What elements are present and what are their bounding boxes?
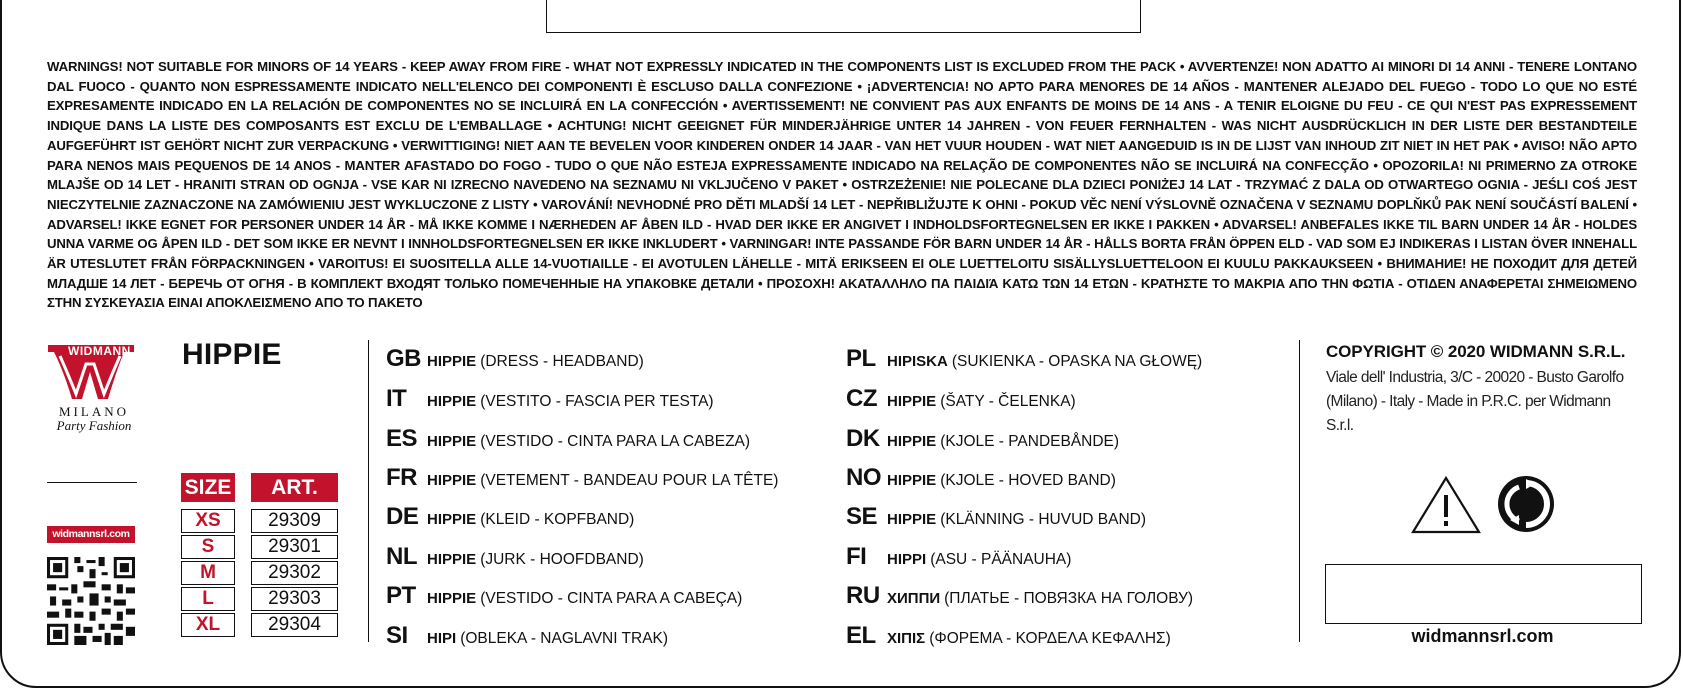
- product-name: HIPPIE: [887, 472, 937, 489]
- language-code: FR: [386, 464, 417, 491]
- product-name: HIPPIE: [887, 511, 937, 528]
- symbols-group: [1410, 475, 1580, 535]
- language-code: SI: [386, 622, 408, 649]
- product-desc: (VESTIDO - CINTA PARA A CABEÇA): [480, 590, 743, 607]
- product-name: HIPPIE: [887, 393, 937, 410]
- product-desc: (KLÄNNING - HUVUD BAND): [940, 511, 1147, 528]
- product-name: HIPPI: [887, 551, 927, 568]
- copyright-block: [1326, 342, 1641, 438]
- product-name: HIPPIE: [427, 353, 477, 370]
- product-name: HIPPIE: [427, 551, 477, 568]
- size-cell: S: [181, 535, 235, 559]
- language-row: [386, 345, 644, 373]
- language-code: DE: [386, 503, 419, 530]
- footer-url: widmannsrl.com: [1411, 626, 1554, 646]
- size-cell: M: [181, 561, 235, 585]
- top-window-box: [546, 0, 1141, 33]
- language-row: [386, 582, 742, 610]
- language-code: GB: [386, 345, 421, 372]
- product-desc: (ΦΟΡΕΜΑ - ΚΟΡΔΕΛΑ ΚΕΦΑΛΗΣ): [929, 630, 1171, 647]
- language-code: SE: [846, 503, 878, 530]
- product-desc: (VESTIDO - CINTA PARA LA CABEZA): [480, 433, 751, 450]
- language-code: PL: [846, 345, 876, 372]
- blank-label-box: [1325, 564, 1642, 624]
- qr-code-icon: [47, 557, 135, 645]
- product-name: HIPPIE: [427, 590, 477, 607]
- size-cell: XL: [181, 613, 235, 637]
- language-code: ES: [386, 425, 418, 452]
- language-row: [846, 582, 1193, 610]
- product-desc: (DRESS - HEADBAND): [480, 353, 644, 370]
- language-code: FI: [846, 543, 867, 570]
- language-code: IT: [386, 385, 407, 412]
- address-line: (Milano) - Italy - Made in P.R.C. per Widmann S.r.l.: [1326, 393, 1611, 434]
- language-code: PT: [386, 582, 416, 609]
- product-desc: (JURK - HOOFDBAND): [480, 551, 644, 568]
- language-code: EL: [846, 622, 876, 649]
- language-row: [386, 543, 644, 571]
- art-header: ART.: [251, 473, 338, 502]
- art-cell: 29304: [251, 613, 338, 637]
- language-code: CZ: [846, 385, 877, 412]
- address-line: Viale dell' Industria, 3/C - 20020 - Busto Garolfo: [1326, 369, 1624, 386]
- logo-tagline: Party Fashion: [56, 418, 132, 433]
- language-row: [846, 464, 1116, 492]
- widmann-logo-mark: [46, 342, 138, 402]
- product-desc: (ПЛАТЬЕ - ПОВЯЗКА НА ГОЛОВУ): [944, 590, 1194, 607]
- product-name: HIPPIE: [427, 433, 477, 450]
- product-desc: (ŠATY - ČELENKA): [940, 393, 1076, 410]
- product-name: HIPPIE: [427, 472, 477, 489]
- copyright-title: COPYRIGHT © 2020 WIDMANN S.R.L.: [1326, 342, 1626, 361]
- warning-triangle-icon: [1413, 478, 1479, 532]
- product-name: HIPI: [427, 630, 457, 647]
- language-code: RU: [846, 582, 880, 609]
- product-desc: (ASU - PÄÄNAUHA): [930, 551, 1072, 568]
- widmann-logo: [46, 342, 142, 434]
- green-dot-recycle-icon: [1498, 476, 1554, 532]
- product-desc: (KJOLE - PANDEBÅNDE): [940, 433, 1120, 450]
- art-cell: 29302: [251, 561, 338, 585]
- language-row: [846, 345, 1202, 373]
- column-divider: [1299, 340, 1300, 642]
- logo-city: MILANO: [59, 404, 129, 419]
- warnings-paragraph: WARNINGS! NOT SUITABLE FOR MINORS OF 14 YEARS - KEEP AWAY FROM FIRE - WHAT NOT EXPRESSLY INDICATED IN THE COMPONENTS LIST IS EXCLUDED FROM THE PACK • AVVERTENZE! NON ADATTO AI MINORI DI 14 ANNI - TENERE LONTANO DAL FUOCO - QUANTO NON ESPRESSAMENTE INDICATO NELL'ELENCO DEI COMPONENTI È ESCLUSO DALLA CONFEZIONE • ¡ADVERTENCIA! NO APTO PARA MENORES DE 14 AÑOS - MANTENER ALEJADO DEL FUEGO - TODO LO QUE NO ESTÉ EXPRESAMENTE INDICADO EN LA RELACIÓN DE COMPONENTES NO SE INCLUIRÁ EN LA CONFECCIÓN • AVERTISSEMENT! NE CONVIENT PAS AUX ENFANTS DE MOINS DE 14 ANS - A TENIR ELOIGNE DU FEU - CE QUI N'EST PAS EXPRESSEMENT INDIQUE DANS LA LISTE DES COMPOSANTS EST EXCLU DE L'EMBALLAGE • ACHTUNG! NICHT GEEIGNET FÜR MINDERJÄHRIGE UNTER 14 JAHREN - VON FEUER FERNHALTEN - WAS NICHT AUSDRÜCKLICH IN DER LISTE DER BESTANDTEILE AUFGEFÜHRT IST GEHÖRT NICHT ZUR VERPACKUNG • VERWITTIGING! NIET AAN TE BEVELEN VOOR KINDEREN ONDER 14 JAAR - VAN HET VUUR HOUDEN - WAT NIET AANGEDUID IS IN DE LIJST VAN INHOUD ZIT NIET IN HET PAK • AVISO! NÃO APTO PARA NENOS MAIS PEQUENOS DE 14 ANOS - MANTER AFASTADO DO FOGO - TUDO O QUE NÃO ESTEJA EXPRESSAMENTE INDICADO NA RELAÇÃO DE COMPONENTES NÃO SE INCLUIRÁ NA CONFECÇÃO • OPOZORILA! NI PRIMERNO ZA OTROKE MLAJŠE OD 14 LET - HRANITI STRAN OD OGNJA - VSE KAR NI IZRECNO NAVEDENO NA SEZNAMU NI VKLJUČENO V PAKET • OSTRZEŻENIE! NIE POLECANE DLA DZIECI PONIŻEJ 14 LAT - TRZYMAĆ Z DALA OD OTWARTEGO OGNIA - JEŚLI COŚ JEST NIECZYTELNIE ZAZNACZONE NA ZAMÓWIENIU JEST WYKLUCZONE Z LISTY • VAROVÁNÍ! NEVHODNÉ PRO DĚTI MLADŠÍ 14 LET - NEPŘIBLIŽUJTE K OHNI - POKUD VĚC NENÍ VÝSLOVNĚ OZNAČENA V SEZNAMU DOPLŇKŮ PAK NENÍ SOUČÁSTÍ BALENÍ • ADVARSEL! IKKE EGNET FOR PERSONER UNDER 14 ÅR - MÅ IKKE KOMME I NÆRHEDEN AF ÅBEN ILD - HVAD DER IKKE ER ANGIVET I INDHOLDSFORTEGNELSEN ER IKKE I PAKKEN • ADVARSEL! ANBEFALES IKKE TIL BARN UNDER 14 ÅR - HOLDES UNNA VARME OG ÅPEN ILD - DET SOM IKKE ER NEVNT I INNHOLDSFORTEGNELSEN ER IKKE INKLUDERT • VARNINGAR! INTE PASSANDE FÖR BARN UNDER 14 ÅR - HÅLLS BORTA FRÅN ÖPPEN ELD - VAD SOM EJ INDIKERAS I LISTAN ÖVER INNEHALL ÄR UTESLUTET FRÅN FÖRPACKNINGEN • VAROITUS! EI SUOSITELLA ALLE 14-VUOTIAILLE - EI AVOTULEN LÄHELLE - MITÄ ERIKSEEN EI OLE LUETTELOITU SISÄLLYSLUETTELOON EI KUULU PAKKAUKSEEN • ВНИМАНИЕ! НЕ ПОХОДИТ ДЛЯ ДЕТЕЙ МЛАДШЕ 14 ЛЕТ - БЕРЕЧЬ ОТ ОГНЯ - В КОМПЛЕКТ ВХОДЯТ ТОЛЬКО ПОМЕЧЕННЫЕ НА УПАКОВКЕ ДЕТАЛИ • ΠΡΟΣΟΧΗ! ΑΚΑΤΑΛΛΗΛΟ ΠΑ ΠΑΙΔΙΆ ΚΑΤΩ ΤΩΝ 14 ΕΤΩΝ - ΚΡΑΤΗΣΤΕ ΤΟ ΜΑΚΡΙΑ ΑΠΟ ΤΗΝ ΦΩΤΙΑ - ΟΤΙΔΕΝ ΑΝΑΦΕΡΕΤΑΙ ΣΗΜΕΙΩΜΕΝΟ ΣΤΗΝ ΣΥΣΚΕΥΑΣΙΑ ΕΙΝΑΙ ΑΠΟΚΛΕΙΣΜΕΝΟ ΑΠΟ ΤΟ ΠΑΚΕΤΟ: [47, 59, 1637, 311]
- product-name: ХИППИ: [887, 590, 941, 607]
- art-cell: 29309: [251, 509, 338, 533]
- product-title: HIPPIE: [182, 338, 282, 371]
- size-cell: L: [181, 587, 235, 611]
- language-row: [386, 464, 778, 492]
- product-name: HIPPIE: [427, 393, 477, 410]
- product-desc: (KJOLE - HOVED BAND): [940, 472, 1116, 489]
- language-code: NO: [846, 464, 881, 491]
- language-row: [386, 622, 668, 650]
- product-desc: (VETEMENT - BANDEAU POUR LA TÊTE): [480, 472, 779, 489]
- language-row: [846, 543, 1071, 571]
- logo-divider: [47, 482, 137, 483]
- product-name: HIPISKA: [887, 353, 948, 370]
- language-row: [846, 425, 1119, 453]
- size-header: SIZE: [181, 473, 235, 502]
- product-desc: (KLEID - KOPFBAND): [480, 511, 635, 528]
- language-row: [846, 503, 1146, 531]
- language-row: [846, 622, 1171, 650]
- logo-word: WIDMANN: [68, 344, 131, 358]
- website-badge: widmannsrl.com: [47, 526, 135, 543]
- column-divider: [368, 340, 369, 642]
- language-row: [846, 385, 1076, 413]
- language-row: [386, 425, 750, 453]
- language-code: NL: [386, 543, 417, 570]
- product-name: ΧΙΠΙΣ: [887, 630, 926, 647]
- art-cell: 29303: [251, 587, 338, 611]
- art-cell: 29301: [251, 535, 338, 559]
- language-row: [386, 385, 714, 413]
- product-desc: (OBLEKA - NAGLAVNI TRAK): [460, 630, 669, 647]
- language-code: DK: [846, 425, 880, 452]
- product-desc: (SUKIENKA - OPASKA NA GŁOWĘ): [951, 353, 1203, 370]
- product-desc: (VESTITO - FASCIA PER TESTA): [480, 393, 714, 410]
- size-cell: XS: [181, 509, 235, 533]
- language-row: [386, 503, 634, 531]
- product-name: HIPPIE: [427, 511, 477, 528]
- product-name: HIPPIE: [887, 433, 937, 450]
